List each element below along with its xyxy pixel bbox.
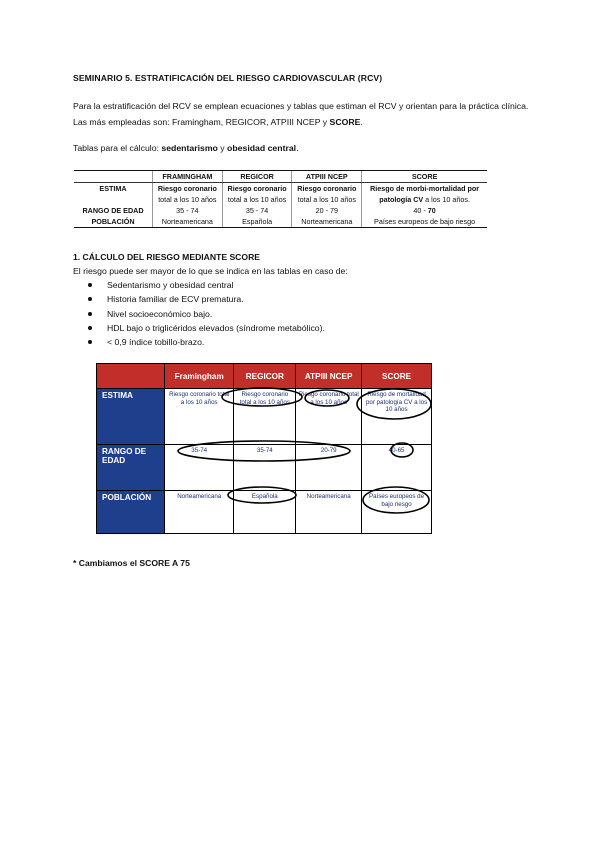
image-row-label-estima: ESTIMA: [97, 389, 165, 445]
annotated-table-image: [96, 363, 432, 534]
table-row: [74, 183, 487, 195]
list-item-text: < 0,9 índice tobillo-brazo.: [107, 337, 205, 348]
tables-text: Tablas para el cálculo:: [73, 143, 162, 153]
cell: Riesgo coronario: [292, 183, 362, 195]
cell: Riesgo coronario: [153, 183, 223, 195]
cell-bold: 70: [427, 205, 436, 215]
list-item: [76, 321, 325, 335]
list-item-text: Sedentarismo y obesidad central: [107, 280, 234, 290]
image-table-corner: [97, 364, 165, 389]
image-header-atpiii: ATPIII NCEP: [296, 364, 362, 389]
header-framingham: FRAMINGHAM: [153, 171, 223, 183]
bullet-icon: [88, 326, 92, 330]
intro-bold-score: SCORE: [329, 117, 361, 127]
cell: [74, 194, 153, 205]
row-label-estima: ESTIMA: [99, 183, 127, 193]
image-cell: Norteamericana: [296, 491, 362, 534]
cell: [362, 205, 487, 216]
bullet-icon: [88, 297, 92, 301]
cell: 20 - 79: [292, 205, 362, 216]
image-cell: 40-65: [362, 445, 432, 491]
cell: total a los 10 años: [153, 194, 223, 205]
table-row: [97, 491, 432, 534]
bold-obesidad: obesidad central: [227, 143, 297, 153]
image-cell: Riesgo coronario total a los 10 años: [296, 389, 362, 445]
image-row-label-poblacion: POBLACIÓN: [97, 491, 165, 534]
image-cell: Riesgo coronario total a los 10 años: [234, 389, 296, 445]
risk-factor-list: [76, 278, 325, 349]
table-corner: [74, 171, 153, 183]
cell: Riesgo coronario: [222, 183, 292, 195]
image-header-regicor: REGICOR: [234, 364, 296, 389]
list-item: [76, 278, 325, 292]
intro-text: Para la estratificación del RCV se emplean ecuaciones y tablas que estiman el RCV y orientan para la práctica clínica. Las más empleadas son: Framingham, REGICOR, ATPIII NCEP y: [73, 101, 529, 127]
table-row: [74, 216, 487, 228]
table-row: [74, 194, 487, 205]
header-atpiii: ATPIII NCEP: [292, 171, 362, 183]
list-item-text: Nivel socioeconómico bajo.: [107, 308, 213, 319]
intro-end: .: [360, 117, 363, 127]
cell: 35 - 74: [153, 205, 223, 216]
image-header-framingham: Framingham: [165, 364, 234, 389]
section-intro: El riesgo puede ser mayor de lo que se indica en las tablas en caso de:: [73, 266, 348, 276]
image-cell: Norteamericana: [165, 491, 234, 534]
header-score: SCORE: [362, 171, 487, 183]
cell-bold: patología CV: [379, 194, 424, 204]
bold-sedentarismo: sedentarismo: [161, 143, 218, 153]
tables-end: .: [296, 143, 299, 153]
table-row: [97, 445, 432, 491]
cell: Española: [222, 216, 292, 228]
cell: total a los 10 años: [222, 194, 292, 205]
table-header-row: [74, 171, 487, 183]
cell: 35 - 74: [222, 205, 292, 216]
list-item: [76, 335, 325, 349]
intro-paragraph: [73, 98, 543, 130]
row-label-rango: RANGO DE EDAD: [82, 205, 144, 215]
cell-rest: a los 10 años.: [423, 194, 470, 204]
comparison-table: [74, 170, 487, 228]
bullet-icon: [88, 312, 92, 316]
image-header-score: SCORE: [362, 364, 432, 389]
image-cell: 35-74: [165, 445, 234, 491]
section-title: 1. CÁLCULO DEL RIESGO MEDIANTE SCORE: [73, 252, 261, 262]
table-row: [97, 389, 432, 445]
image-cell: Riesgo de mortalidad por patología CV a los 10 años: [362, 389, 432, 445]
image-cell: 20-79: [296, 445, 362, 491]
image-cell: Países europeos de bajo riesgo: [362, 491, 432, 534]
image-cell: Riesgo coronario total a los 10 años: [165, 389, 234, 445]
page-title: SEMINARIO 5. ESTRATIFICACIÓN DEL RIESGO CARDIOVASCULAR (RCV): [73, 73, 383, 83]
bullet-icon: [88, 283, 92, 287]
image-table-header-row: [97, 364, 432, 389]
tables-paragraph: [73, 140, 543, 156]
cell: [362, 194, 487, 205]
cell: Norteamericana: [292, 216, 362, 228]
cell: Países europeos de bajo riesgo: [362, 216, 487, 228]
table-row: [74, 205, 487, 216]
image-cell: 35-74: [234, 445, 296, 491]
list-item-text: HDL bajo o triglicéridos elevados (síndrome metabólico).: [107, 322, 325, 333]
list-item: [76, 292, 325, 306]
list-item-text: Historia familiar de ECV prematura.: [107, 294, 244, 305]
cell-start: 40 -: [413, 205, 428, 215]
image-cell: Española: [234, 491, 296, 534]
image-row-label-rango: RANGO DE EDAD: [97, 445, 165, 491]
header-regicor: REGICOR: [222, 171, 292, 183]
tables-mid: y: [217, 143, 228, 153]
bullet-icon: [88, 340, 92, 344]
footnote: * Cambiamos el SCORE A 75: [73, 558, 190, 568]
list-item: [76, 307, 325, 321]
row-label-poblacion: POBLACIÓN: [74, 216, 153, 228]
cell: Riesgo de morbi-mortalidad por: [362, 183, 487, 195]
cell: Norteamericana: [153, 216, 223, 228]
cell: total a los 10 años: [292, 194, 362, 205]
